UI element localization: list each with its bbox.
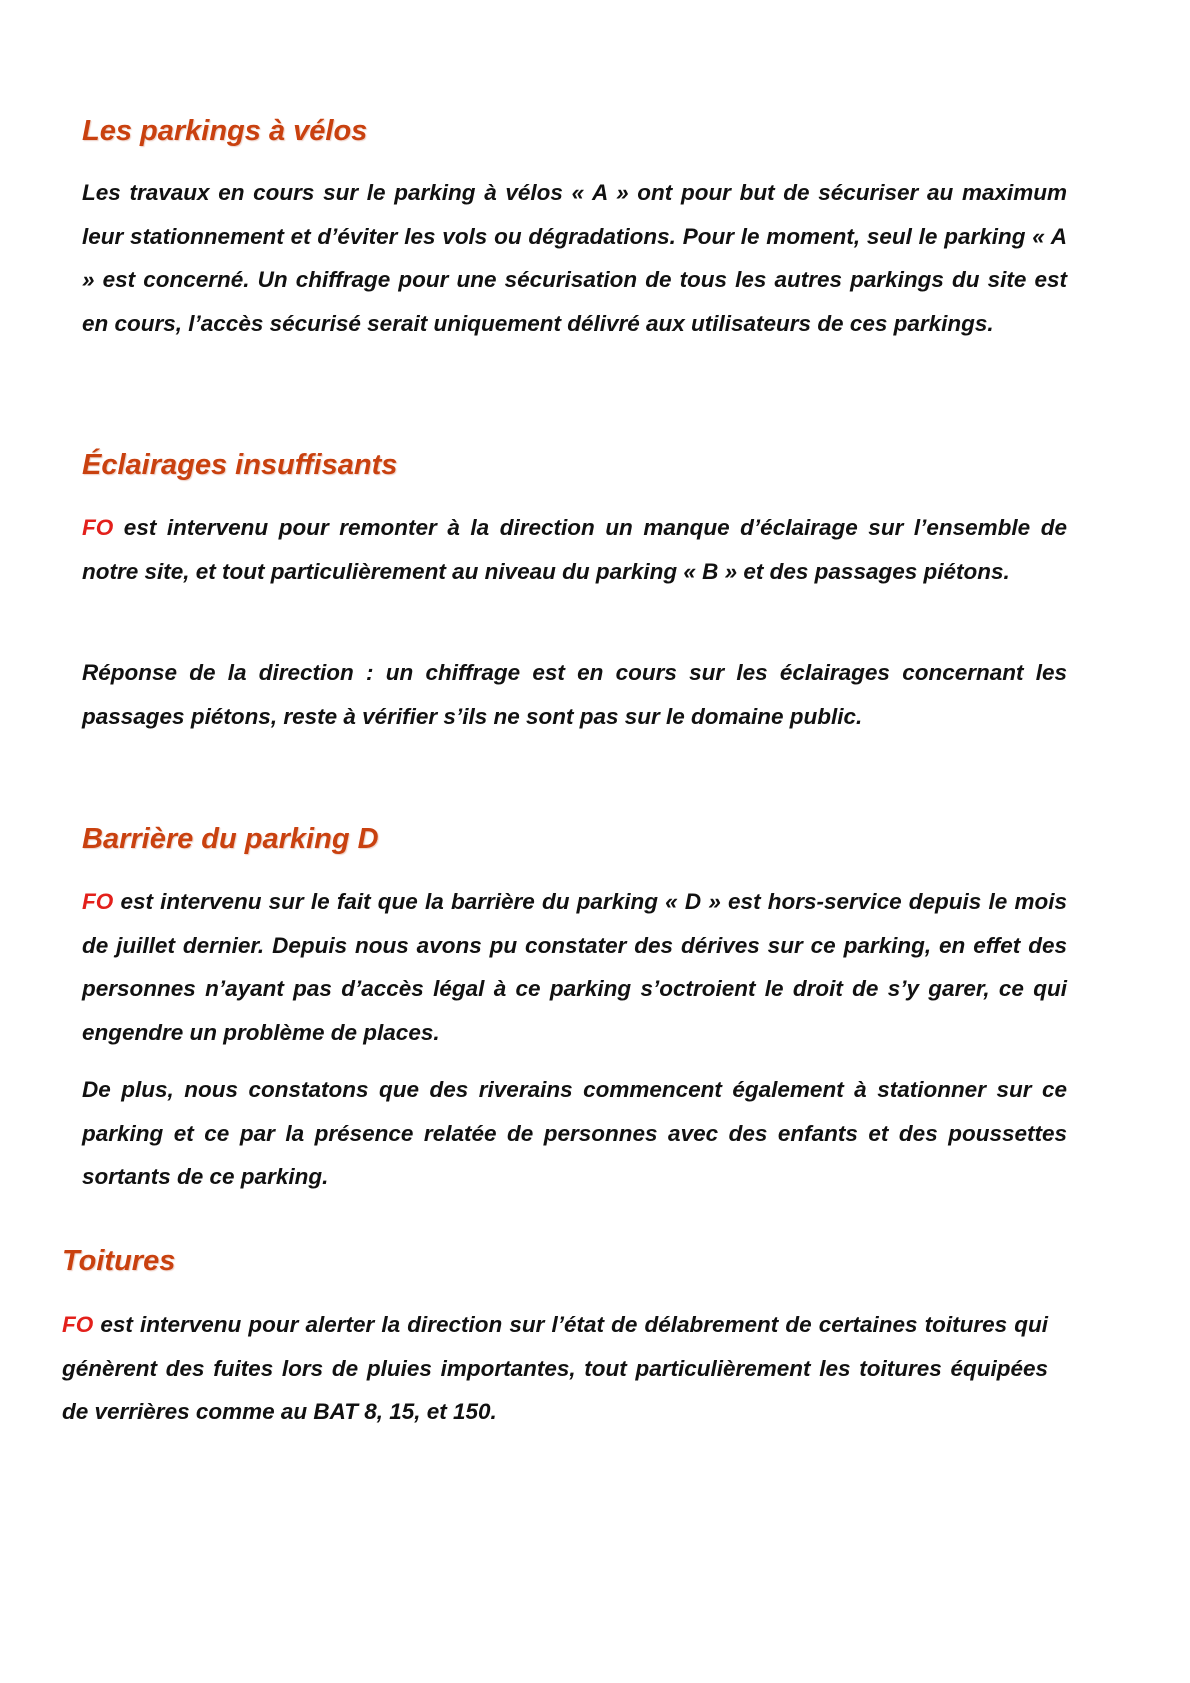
section-paragraph: [82, 506, 1067, 593]
section-heading-bike-parking: Les parkings à vélos: [82, 115, 368, 147]
section-heading-barrier: Barrière du parking D: [82, 823, 379, 855]
section-heading-roofs: Toitures: [62, 1245, 176, 1277]
section-paragraph: [82, 1068, 1067, 1199]
fo-label: FO: [82, 515, 114, 540]
section-heading-lighting: Éclairages insuffisants: [82, 449, 398, 481]
paragraph-text: Les travaux en cours sur le parking à vélos « A » ont pour but de sécuriser au maximum leur stationnement et d’éviter les vols ou dégradations. Pour le moment, seul le parking « A » est concerné. Un chiffrage pour une sécurisation de tous les autres parkings du site est en cours, l’accès sécurisé serait uniquement délivré aux utilisateurs de ces parkings.: [82, 180, 1067, 336]
paragraph-text: est intervenu pour remonter à la direction un manque d’éclairage sur l’ensemble de notre site, et tout particulièrement au niveau du parking « B » et des passages piétons.: [82, 515, 1067, 584]
section-paragraph: [82, 880, 1067, 1054]
section-paragraph: [62, 1303, 1048, 1434]
fo-label: FO: [82, 889, 114, 914]
paragraph-text: De plus, nous constatons que des riverains commencent également à stationner sur ce parking et ce par la présence relatée de personnes avec des enfants et des poussettes sortants de ce parking.: [82, 1077, 1067, 1189]
fo-label: FO: [62, 1312, 94, 1337]
paragraph-text: Réponse de la direction : un chiffrage est en cours sur les éclairages concernant les passages piétons, reste à vérifier s’ils ne sont pas sur le domaine public.: [82, 660, 1067, 729]
section-paragraph: [82, 171, 1067, 345]
section-paragraph: [82, 651, 1067, 738]
paragraph-text: est intervenu pour alerter la direction sur l’état de délabrement de certaines toitures qui génèrent des fuites lors de pluies importantes, tout particulièrement les toitures équipées de verrières comme au BAT 8, 15, et 150.: [62, 1312, 1048, 1424]
paragraph-text: est intervenu sur le fait que la barrière du parking « D » est hors-service depuis le mois de juillet dernier. Depuis nous avons pu constater des dérives sur ce parking, en effet des personnes n’ayant pas d’accès légal à ce parking s’octroient le droit de s’y garer, ce qui engendre un problème de places.: [82, 889, 1067, 1045]
